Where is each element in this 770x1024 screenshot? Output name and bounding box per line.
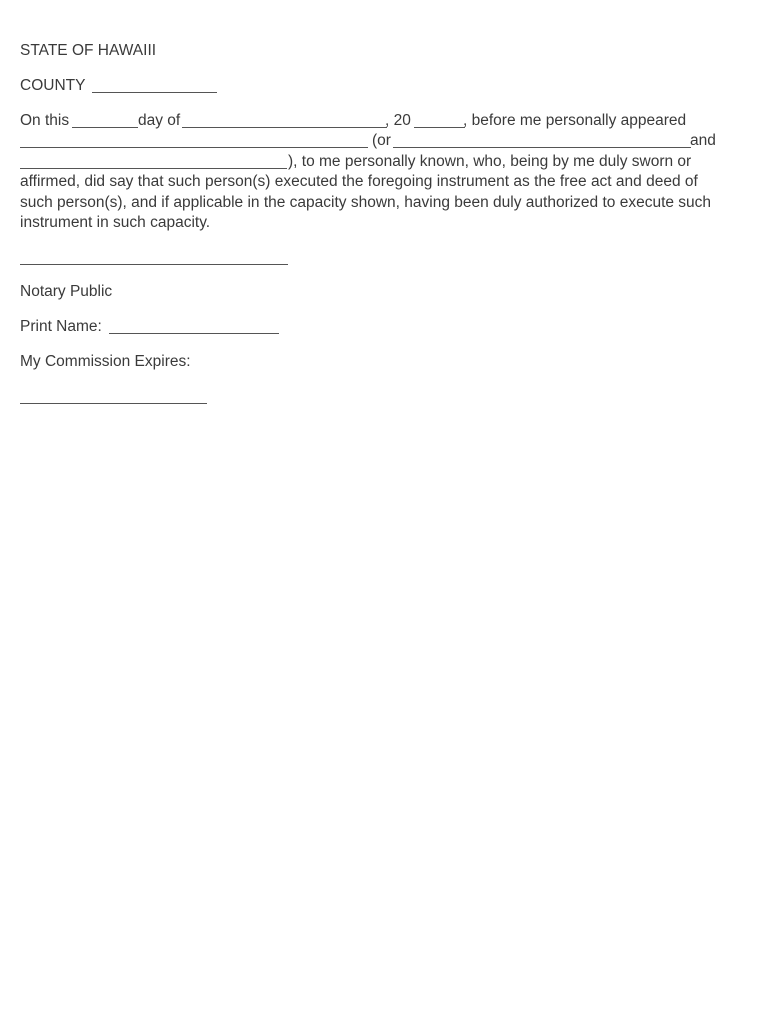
year-field[interactable] <box>414 127 465 128</box>
before-me-text: , before me personally appeared <box>463 112 687 129</box>
alternate-name-field-1[interactable] <box>393 147 691 148</box>
body-line-5: such person(s), and if applicable in the capacity shown, having been duly authorized to execute such <box>20 194 712 211</box>
body-line-6: instrument in such capacity. <box>20 214 211 231</box>
day-field[interactable] <box>72 127 138 128</box>
on-this-text: On this <box>20 112 70 129</box>
alternate-name-field-2[interactable] <box>20 168 287 169</box>
month-field[interactable] <box>182 127 387 128</box>
print-name-label: Print Name: <box>20 318 102 335</box>
and-text: and <box>690 132 716 149</box>
commission-expires-field[interactable] <box>20 403 207 404</box>
appeared-name-field[interactable] <box>20 147 368 148</box>
or-text: (or <box>372 132 391 149</box>
print-name-field[interactable] <box>109 333 279 334</box>
personally-known-text: ), to me personally known, who, being by me duly sworn or <box>288 153 692 170</box>
notary-signature-field[interactable] <box>20 264 288 265</box>
county-field[interactable] <box>92 92 217 93</box>
commission-expires-label: My Commission Expires: <box>20 353 191 370</box>
body-line-4: affirmed, did say that such person(s) executed the foregoing instrument as the free act and deed of <box>20 173 698 190</box>
day-of-text: day of <box>138 112 181 129</box>
county-label: COUNTY <box>20 77 86 94</box>
state-heading: STATE OF HAWAIII <box>20 42 157 59</box>
comma-20-text: , 20 <box>385 112 411 129</box>
notary-public-label: Notary Public <box>20 283 113 300</box>
